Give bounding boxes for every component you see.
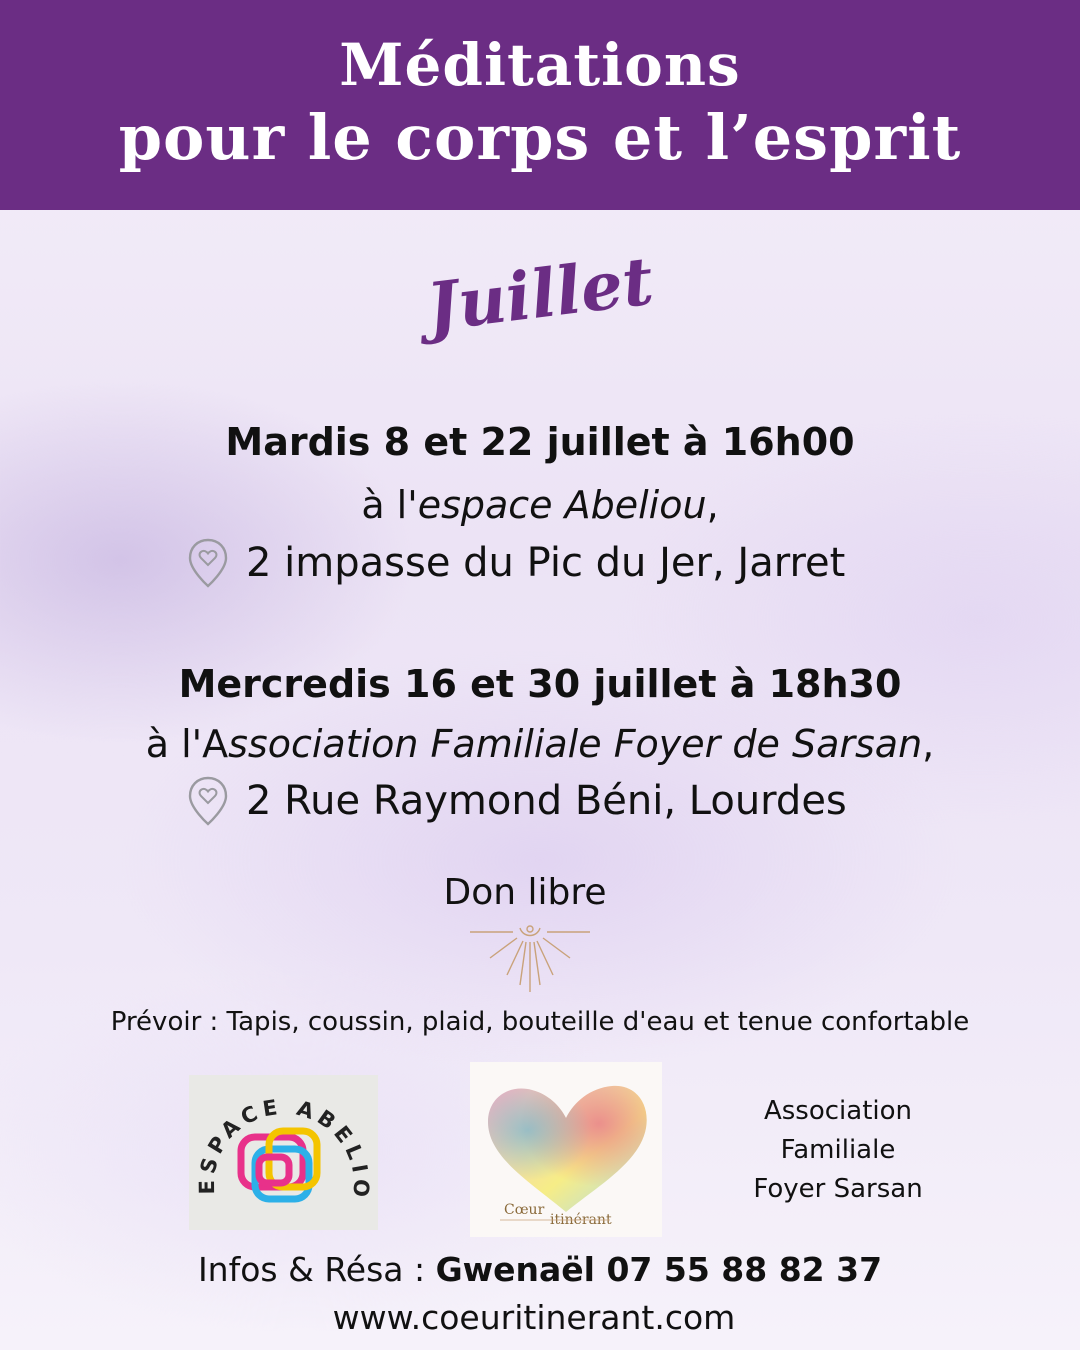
contact-line xyxy=(0,1250,1080,1289)
title-line-2: pour le corps et l’esprit xyxy=(118,101,962,174)
event2-dates: Mercredis 16 et 30 juillet à 18h30 xyxy=(178,662,902,706)
abeliou-logo-text: ESPACE ABELIO xyxy=(194,1094,374,1203)
title-banner xyxy=(0,0,1080,210)
event1-venue-prefix: à l' xyxy=(361,483,418,527)
event1-dates: Mardis 8 et 22 juillet à 16h00 xyxy=(225,420,855,464)
bring-list: Prévoir : Tapis, coussin, plaid, bouteille d'eau et tenue confortable xyxy=(110,1007,970,1037)
contact-label: Infos & Résa : xyxy=(197,1250,436,1289)
event1-address-row xyxy=(188,538,845,588)
event1-venue xyxy=(0,483,1080,527)
event2-address-row xyxy=(188,776,847,826)
event2-venue-name: ssociation Familiale Foyer de Sarsan xyxy=(228,722,923,766)
espace-abeliou-logo xyxy=(189,1075,378,1230)
location-heart-pin-icon xyxy=(188,776,228,826)
association-line-3: Foyer Sarsan xyxy=(753,1174,923,1204)
event1-venue-suffix: , xyxy=(706,483,719,527)
month-heading: Juillet xyxy=(422,241,658,347)
association-line-2: Familiale xyxy=(780,1135,896,1165)
event2-venue xyxy=(0,722,1080,766)
coeur-logo-text-1: Cœur xyxy=(504,1202,545,1218)
event1-address: 2 impasse du Pic du Jer, Jarret xyxy=(246,540,846,586)
event2-venue-prefix: à l'A xyxy=(145,722,229,766)
location-heart-pin-icon xyxy=(188,538,228,588)
coeur-itinerant-logo xyxy=(470,1062,662,1237)
coeur-logo-text-2: itinérant xyxy=(550,1212,612,1228)
website-link[interactable]: www.coeuritinerant.com xyxy=(332,1298,736,1337)
contact-value: Gwenaël 07 55 88 82 37 xyxy=(435,1250,883,1289)
event1-venue-name: espace Abeliou xyxy=(417,483,707,527)
association-name xyxy=(738,1092,938,1209)
price-label: Don libre xyxy=(443,872,607,913)
event2-venue-suffix: , xyxy=(922,722,935,766)
event2-address: 2 Rue Raymond Béni, Lourdes xyxy=(246,778,847,824)
association-line-1: Association xyxy=(763,1096,913,1126)
sun-rays-icon xyxy=(465,920,595,995)
title-line-1: Méditations xyxy=(339,31,741,99)
